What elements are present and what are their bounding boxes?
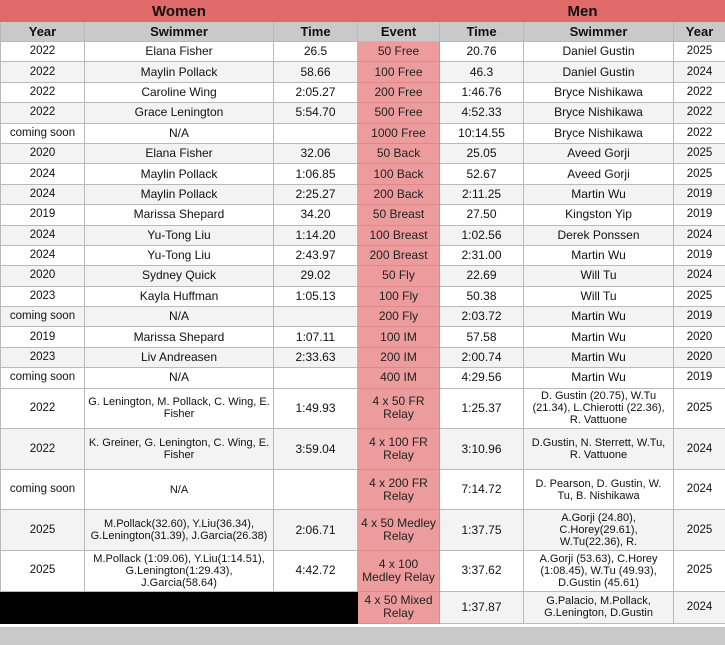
women-year-cell: [1, 591, 358, 623]
women-swimmer-cell: Elana Fisher: [85, 42, 274, 62]
women-swimmer-cell: Caroline Wing: [85, 82, 274, 102]
women-time-cell: 2:05.27: [274, 82, 358, 102]
relay-row: [1, 469, 725, 510]
men-swimmer-cell: G.Palacio, M.Pollack, G.Lenington, D.Gustin: [524, 591, 674, 623]
women-year-cell: 2025: [1, 510, 85, 551]
col-header-men-swimmer: Swimmer: [524, 22, 674, 42]
event-cell: 100 Fly: [358, 286, 440, 306]
men-swimmer-cell: D.Gustin, N. Sterrett, W.Tu, R. Vattuone: [524, 429, 674, 470]
col-header-women-swimmer: Swimmer: [85, 22, 274, 42]
men-swimmer-cell: D. Pearson, D. Gustin, W. Tu, B. Nishikawa: [524, 469, 674, 510]
men-year-cell: 2025: [674, 164, 725, 184]
women-swimmer-cell: Kayla Huffman: [85, 286, 274, 306]
event-cell: 100 IM: [358, 327, 440, 347]
men-swimmer-cell: A.Gorji (53.63), C.Horey (1:08.45), W.Tu (49.93), D.Gustin (45.61): [524, 551, 674, 592]
women-year-cell: 2022: [1, 42, 85, 62]
women-time-cell: 2:33.63: [274, 347, 358, 367]
women-swimmer-cell: M.Pollack (1:09.06), Y.Liu(1:14.51), G.Lenington(1:29.43), J.Garcia(58.64): [85, 551, 274, 592]
event-cell: 4 x 50 Mixed Relay: [358, 591, 440, 623]
table-row: [1, 42, 725, 62]
women-year-cell: 2019: [1, 205, 85, 225]
men-year-cell: 2024: [674, 591, 725, 623]
women-time-cell: 1:14.20: [274, 225, 358, 245]
men-swimmer-cell: Martin Wu: [524, 245, 674, 265]
men-swimmer-cell: A.Gorji (24.80), C.Horey(29.61), W.Tu(22.36), R.: [524, 510, 674, 551]
men-swimmer-cell: Martin Wu: [524, 347, 674, 367]
col-header-event: Event: [358, 22, 440, 42]
men-year-cell: 2025: [674, 388, 725, 429]
men-year-cell: 2022: [674, 123, 725, 143]
women-time-cell: 29.02: [274, 266, 358, 286]
men-swimmer-cell: Martin Wu: [524, 184, 674, 204]
women-swimmer-cell: Yu-Tong Liu: [85, 225, 274, 245]
men-year-cell: 2024: [674, 62, 725, 82]
women-year-cell: coming soon: [1, 368, 85, 388]
men-swimmer-cell: Martin Wu: [524, 327, 674, 347]
col-header-women-year: Year: [1, 22, 85, 42]
women-swimmer-cell: Elana Fisher: [85, 143, 274, 163]
table-row: [1, 184, 725, 204]
women-year-cell: 2024: [1, 245, 85, 265]
men-swimmer-cell: Bryce Nishikawa: [524, 82, 674, 102]
women-year-cell: 2022: [1, 103, 85, 123]
women-time-cell: 1:07.11: [274, 327, 358, 347]
men-year-cell: 2024: [674, 266, 725, 286]
men-swimmer-cell: Aveed Gorji: [524, 164, 674, 184]
women-year-cell: 2023: [1, 286, 85, 306]
women-swimmer-cell: Liv Andreasen: [85, 347, 274, 367]
men-time-cell: 2:03.72: [440, 307, 524, 327]
women-swimmer-cell: N/A: [85, 123, 274, 143]
men-time-cell: 2:11.25: [440, 184, 524, 204]
men-swimmer-cell: Daniel Gustin: [524, 62, 674, 82]
event-cell: 200 Fly: [358, 307, 440, 327]
event-cell: 50 Back: [358, 143, 440, 163]
table-row: [1, 347, 725, 367]
event-cell: 50 Free: [358, 42, 440, 62]
men-swimmer-cell: Daniel Gustin: [524, 42, 674, 62]
event-cell: 500 Free: [358, 103, 440, 123]
men-swimmer-cell: Derek Ponssen: [524, 225, 674, 245]
event-cell: 200 Free: [358, 82, 440, 102]
table-row: [1, 103, 725, 123]
table-row: [1, 266, 725, 286]
women-time-cell: [274, 469, 358, 510]
women-year-cell: 2022: [1, 388, 85, 429]
women-swimmer-cell: N/A: [85, 469, 274, 510]
event-cell: 1000 Free: [358, 123, 440, 143]
women-year-cell: 2022: [1, 62, 85, 82]
men-year-cell: 2022: [674, 82, 725, 102]
table-row: [1, 82, 725, 102]
women-time-cell: [274, 123, 358, 143]
men-time-cell: 50.38: [440, 286, 524, 306]
women-time-cell: 5:54.70: [274, 103, 358, 123]
column-header-row: [1, 22, 725, 42]
event-cell: 100 Back: [358, 164, 440, 184]
event-cell: 4 x 200 FR Relay: [358, 469, 440, 510]
women-time-cell: 3:59.04: [274, 429, 358, 470]
women-time-cell: 2:25.27: [274, 184, 358, 204]
men-time-cell: 10:14.55: [440, 123, 524, 143]
men-year-cell: 2019: [674, 368, 725, 388]
men-year-cell: 2019: [674, 205, 725, 225]
men-year-cell: 2019: [674, 184, 725, 204]
women-swimmer-cell: K. Greiner, G. Lenington, C. Wing, E. Fisher: [85, 429, 274, 470]
women-swimmer-cell: Maylin Pollack: [85, 164, 274, 184]
event-cell: 4 x 50 FR Relay: [358, 388, 440, 429]
event-cell: 4 x 100 FR Relay: [358, 429, 440, 470]
women-swimmer-cell: Maylin Pollack: [85, 184, 274, 204]
men-time-cell: 4:29.56: [440, 368, 524, 388]
event-cell: 50 Breast: [358, 205, 440, 225]
table-row: [1, 286, 725, 306]
men-time-cell: 1:37.75: [440, 510, 524, 551]
event-cell: 200 Back: [358, 184, 440, 204]
men-title: Men: [440, 1, 725, 22]
men-year-cell: 2019: [674, 245, 725, 265]
relay-row: [1, 429, 725, 470]
women-swimmer-cell: Marissa Shepard: [85, 327, 274, 347]
table-row: [1, 205, 725, 225]
table-row: [1, 245, 725, 265]
men-swimmer-cell: Aveed Gorji: [524, 143, 674, 163]
women-time-cell: 58.66: [274, 62, 358, 82]
women-year-cell: coming soon: [1, 307, 85, 327]
women-swimmer-cell: N/A: [85, 368, 274, 388]
men-year-cell: 2019: [674, 307, 725, 327]
women-swimmer-cell: Yu-Tong Liu: [85, 245, 274, 265]
women-year-cell: coming soon: [1, 123, 85, 143]
event-cell: 400 IM: [358, 368, 440, 388]
women-year-cell: 2025: [1, 551, 85, 592]
women-swimmer-cell: Marissa Shepard: [85, 205, 274, 225]
women-time-cell: 32.06: [274, 143, 358, 163]
men-year-cell: 2025: [674, 143, 725, 163]
event-cell: 4 x 100 Medley Relay: [358, 551, 440, 592]
women-swimmer-cell: Grace Lenington: [85, 103, 274, 123]
men-swimmer-cell: Will Tu: [524, 286, 674, 306]
men-time-cell: 20.76: [440, 42, 524, 62]
col-header-men-time: Time: [440, 22, 524, 42]
table-row: [1, 225, 725, 245]
men-swimmer-cell: Martin Wu: [524, 307, 674, 327]
women-swimmer-cell: N/A: [85, 307, 274, 327]
men-time-cell: 4:52.33: [440, 103, 524, 123]
women-time-cell: 1:05.13: [274, 286, 358, 306]
women-year-cell: coming soon: [1, 469, 85, 510]
women-year-cell: 2023: [1, 347, 85, 367]
footer-bar: [0, 627, 725, 645]
men-time-cell: 46.3: [440, 62, 524, 82]
men-swimmer-cell: Martin Wu: [524, 368, 674, 388]
event-cell: 50 Fly: [358, 266, 440, 286]
men-time-cell: 3:37.62: [440, 551, 524, 592]
men-time-cell: 7:14.72: [440, 469, 524, 510]
men-time-cell: 1:37.87: [440, 591, 524, 623]
men-year-cell: 2025: [674, 286, 725, 306]
relay-row: [1, 551, 725, 592]
women-time-cell: 1:06.85: [274, 164, 358, 184]
women-year-cell: 2020: [1, 266, 85, 286]
women-year-cell: 2022: [1, 429, 85, 470]
men-time-cell: 27.50: [440, 205, 524, 225]
event-cell: 4 x 50 Medley Relay: [358, 510, 440, 551]
women-year-cell: 2020: [1, 143, 85, 163]
women-title: Women: [1, 1, 358, 22]
table-row: [1, 143, 725, 163]
women-time-cell: 2:43.97: [274, 245, 358, 265]
women-swimmer-cell: Maylin Pollack: [85, 62, 274, 82]
women-time-cell: 1:49.93: [274, 388, 358, 429]
men-year-cell: 2025: [674, 42, 725, 62]
women-year-cell: 2022: [1, 82, 85, 102]
relay-row: [1, 388, 725, 429]
event-cell: 100 Breast: [358, 225, 440, 245]
men-swimmer-cell: Will Tu: [524, 266, 674, 286]
men-time-cell: 22.69: [440, 266, 524, 286]
men-time-cell: 2:31.00: [440, 245, 524, 265]
col-header-women-time: Time: [274, 22, 358, 42]
relay-row: [1, 510, 725, 551]
men-time-cell: 1:46.76: [440, 82, 524, 102]
men-year-cell: 2025: [674, 551, 725, 592]
men-swimmer-cell: Bryce Nishikawa: [524, 103, 674, 123]
men-year-cell: 2022: [674, 103, 725, 123]
women-swimmer-cell: G. Lenington, M. Pollack, C. Wing, E. Fisher: [85, 388, 274, 429]
men-year-cell: 2024: [674, 225, 725, 245]
men-time-cell: 1:02.56: [440, 225, 524, 245]
women-year-cell: 2024: [1, 164, 85, 184]
men-swimmer-cell: D. Gustin (20.75), W.Tu (21.34), L.Chierotti (22.36), R. Vattuone: [524, 388, 674, 429]
women-swimmer-cell: Sydney Quick: [85, 266, 274, 286]
title-row: [1, 1, 725, 22]
men-year-cell: 2024: [674, 469, 725, 510]
event-cell: 100 Free: [358, 62, 440, 82]
women-year-cell: 2019: [1, 327, 85, 347]
table-row: [1, 62, 725, 82]
men-year-cell: 2020: [674, 347, 725, 367]
men-swimmer-cell: Bryce Nishikawa: [524, 123, 674, 143]
women-year-cell: 2024: [1, 184, 85, 204]
relay-row: [1, 591, 725, 623]
women-time-cell: 2:06.71: [274, 510, 358, 551]
event-cell: 200 IM: [358, 347, 440, 367]
table-row: [1, 368, 725, 388]
women-time-cell: 26.5: [274, 42, 358, 62]
table-row: [1, 164, 725, 184]
table-row: [1, 327, 725, 347]
event-cell: 200 Breast: [358, 245, 440, 265]
women-year-cell: 2024: [1, 225, 85, 245]
men-year-cell: 2024: [674, 429, 725, 470]
women-time-cell: [274, 307, 358, 327]
men-time-cell: 57.58: [440, 327, 524, 347]
men-year-cell: 2020: [674, 327, 725, 347]
men-time-cell: 3:10.96: [440, 429, 524, 470]
men-time-cell: 1:25.37: [440, 388, 524, 429]
col-header-men-year: Year: [674, 22, 725, 42]
women-time-cell: 4:42.72: [274, 551, 358, 592]
table-row: [1, 123, 725, 143]
men-year-cell: 2025: [674, 510, 725, 551]
women-time-cell: 34.20: [274, 205, 358, 225]
men-time-cell: 25.05: [440, 143, 524, 163]
men-time-cell: 52.67: [440, 164, 524, 184]
men-time-cell: 2:00.74: [440, 347, 524, 367]
men-swimmer-cell: Kingston Yip: [524, 205, 674, 225]
women-swimmer-cell: M.Pollack(32.60), Y.Liu(36.34), G.Lenington(31.39), J.Garcia(26.38): [85, 510, 274, 551]
women-time-cell: [274, 368, 358, 388]
table-row: [1, 307, 725, 327]
